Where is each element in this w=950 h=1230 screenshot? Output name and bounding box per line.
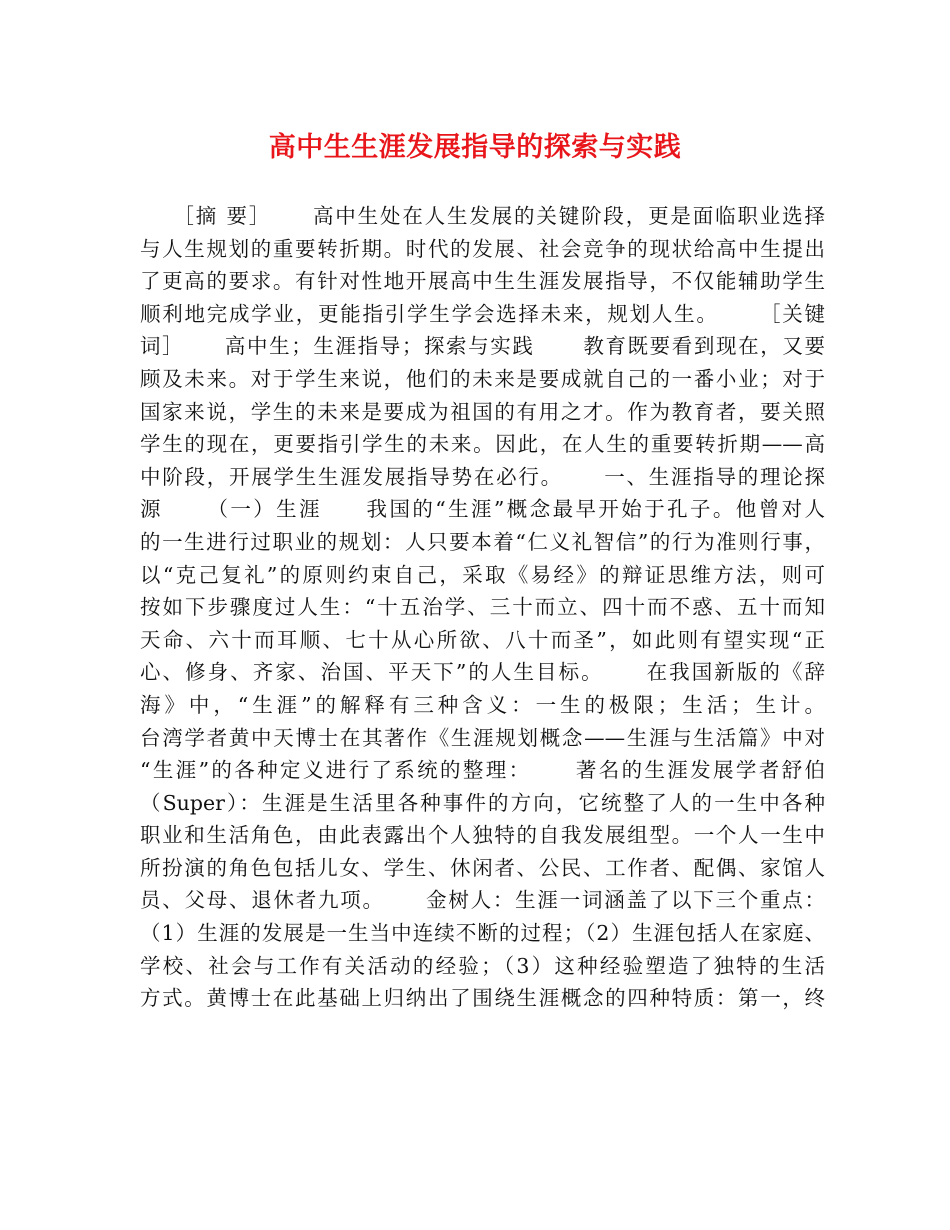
body-line: 中阶段，开展学生生涯发展指导势在必行。 一、生涯指导的理论探 [140, 464, 825, 489]
body-line: 所扮演的角色包括儿女、学生、休闲者、公民、工作者、配偶、家馆人 [140, 855, 825, 880]
body-line: ［摘 要］ 高中生处在人生发展的关键阶段，更是面临职业选择 [140, 204, 825, 228]
body-line: 职业和生活角色，由此表露出个人独特的自我发展组型。一个人一生中 [140, 823, 825, 848]
body-line: 台湾学者黄中天博士在其著作《生涯规划概念——生涯与生活篇》中对 [140, 725, 825, 750]
body-line: 学生的现在，更要指引学生的未来。因此，在人生的重要转折期——高 [140, 432, 825, 457]
body-line: 员、父母、退休者九项。 金树人：生涯一词涵盖了以下三个重点： [140, 888, 825, 913]
body-line: 与人生规划的重要转折期。时代的发展、社会竞争的现状给高中生提出 [140, 236, 825, 261]
body-line: （1）生涯的发展是一生当中连续不断的过程；（2）生涯包括人在家庭、 [140, 921, 825, 946]
body-line: 按如下步骤度过人生：“十五治学、三十而立、四十而不惑、五十而知 [140, 595, 825, 620]
body-line: 学校、社会与工作有关活动的经验；（3）这种经验塑造了独特的生活 [140, 953, 825, 978]
document-title: 高中生生涯发展指导的探索与实践 [268, 132, 682, 163]
body-line: 源 （一）生涯 我国的“生涯”概念最早开始于孔子。他曾对人 [140, 497, 825, 522]
body-line: 顺利地完成学业，更能指引学生学会选择未来，规划人生。 ［关键 [140, 301, 825, 326]
body-line: 的一生进行过职业的规划：人只要本着“仁义礼智信”的行为准则行事， [140, 529, 825, 554]
body-line: 词］ 高中生；生涯指导；探索与实践 教育既要看到现在，又要 [140, 334, 825, 359]
body-line: “生涯”的各种定义进行了系统的整理： 著名的生涯发展学者舒伯 [140, 758, 825, 783]
body-line: 国家来说，学生的未来是要成为祖国的有用之才。作为教育者，要关照 [140, 399, 825, 424]
body-line: （Super）：生涯是生活里各种事件的方向，它统整了人的一生中各种 [140, 790, 825, 815]
body-line: 海》中，“生涯”的解释有三种含义：一生的极限；生活；生计。 [140, 692, 825, 717]
body-line: 了更高的要求。有针对性地开展高中生生涯发展指导，不仅能辅助学生 [140, 269, 825, 294]
body-line: 以“克己复礼”的原则约束自己，采取《易经》的辩证思维方法，则可 [140, 562, 825, 587]
body-line: 心、修身、齐家、治国、平天下”的人生目标。 在我国新版的《辞 [140, 660, 825, 685]
document-body [140, 200, 825, 1015]
body-line: 顾及未来。对于学生来说，他们的未来是要成就自己的一番小业；对于 [140, 366, 825, 391]
body-line: 方式。黄博士在此基础上归纳出了围绕生涯概念的四种特质：第一，终 [140, 986, 825, 1011]
body-line: 天命、六十而耳顺、七十从心所欲、八十而圣”，如此则有望实现“正 [140, 627, 825, 652]
